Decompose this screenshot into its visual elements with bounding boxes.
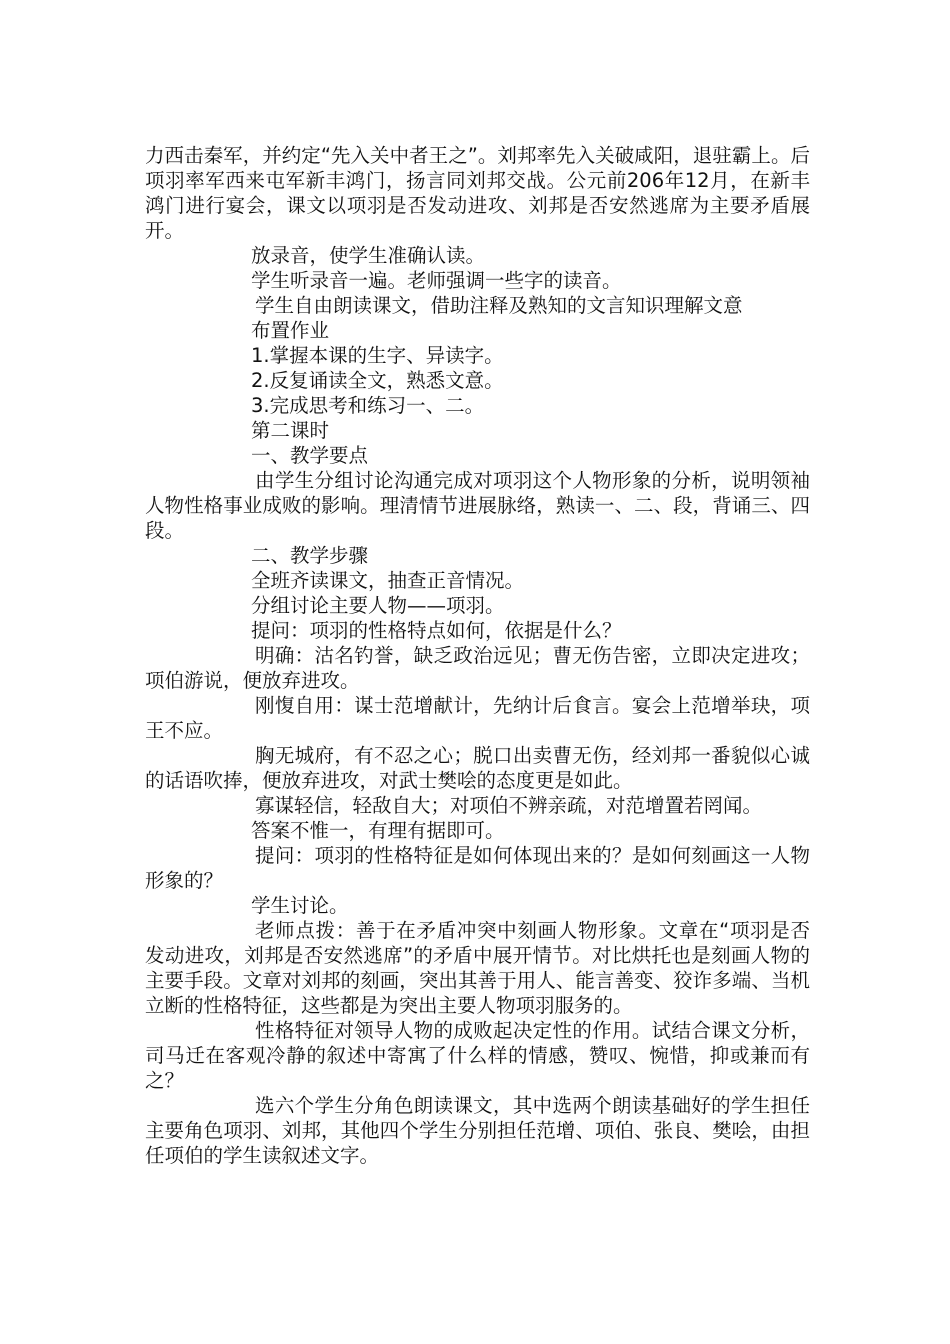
paragraph-class-reading: 全班齐读课文，抽查正音情况。 (251, 569, 525, 592)
homework-item-1: 1.掌握本课的生字、异读字。 (251, 344, 504, 367)
paragraph-student-discussion: 学生讨论。 (251, 894, 349, 917)
paragraph-answer-note: 答案不惟一，有理有据即可。 (251, 819, 505, 842)
paragraph-role-reading: 选六个学生分角色朗读课文，其中选两个朗读基础好的学生担任主要角色项羽、刘邦，其他四个学生分别担任范增、项伯、张良、樊哙，由担任项伯的学生读叙述文字。 (145, 1094, 810, 1167)
homework-item-3: 3.完成思考和练习一、二。 (251, 394, 485, 417)
heading-second-lesson: 第二课时 (251, 419, 330, 442)
paragraph-question-2: 提问：项羽的性格特征是如何体现出来的？是如何刻画这一人物形象的？ (145, 844, 810, 892)
paragraph-answer-1: 明确：沽名钓誉，缺乏政治远见；曹无伤告密，立即决定进攻；项伯游说，便放弃进攻。 (145, 644, 810, 692)
paragraph-naive: 胸无城府，有不忍之心；脱口出卖曹无伤，经刘邦一番貌似心诚的话语吹捧，便放弃进攻，对武士樊哙的态度更是如此。 (145, 744, 810, 792)
paragraph-background: 力西击秦军，并约定“先入关中者王之”。刘邦率先入关破咸阳，退驻霸上。后项羽率军西来屯军新丰鸿门，扬言同刘邦交战。公元前206年12月，在新丰鸿门进行宴会，课文以项羽是否发动进攻、刘邦是否安然逃席为主要矛盾展开。 (145, 144, 810, 242)
paragraph-character-analysis: 性格特征对领导人物的成败起决定性的作用。试结合课文分析，司马迁在客观冷静的叙述中寄寓了什么样的情感，赞叹、惋惜，抑或兼而有之？ (145, 1019, 810, 1092)
paragraph-free-reading: 学生自由朗读课文，借助注释及熟知的文言知识理解文意 (255, 294, 743, 317)
heading-teaching-steps: 二、教学步骤 (251, 544, 369, 567)
paragraph-teacher-guidance: 老师点拨：善于在矛盾冲突中刻画人物形象。文章在“项羽是否发动进攻，刘邦是否安然逃席”的矛盾中展开情节。对比烘托也是刻画人物的主要手段。文章对刘邦的刻画，突出其善于用人、能言善变、狡诈多端、当机立断的性格特征，这些都是为突出主要人物项羽服务的。 (145, 919, 810, 1017)
heading-teaching-points: 一、教学要点 (251, 444, 369, 467)
heading-homework: 布置作业 (251, 319, 330, 342)
paragraph-group-discussion: 分组讨论主要人物——项羽。 (251, 594, 505, 617)
document-body (145, 143, 810, 1168)
paragraph-stubborn: 刚愎自用：谋士范增献计，先纳计后食言。宴会上范增举玦，项王不应。 (145, 694, 810, 742)
homework-item-2: 2.反复诵读全文，熟悉文意。 (251, 369, 504, 392)
paragraph-play-recording: 放录音，使学生准确认读。 (251, 244, 486, 267)
paragraph-question-1: 提问：项羽的性格特点如何，依据是什么？ (251, 619, 622, 642)
paragraph-listen-recording: 学生听录音一遍。老师强调一些字的读音。 (251, 269, 622, 292)
paragraph-credulous: 寡谋轻信，轻敌自大；对项伯不辨亲疏，对范增置若罔闻。 (255, 794, 763, 817)
paragraph-teaching-points: 由学生分组讨论沟通完成对项羽这个人物形象的分析，说明领袖人物性格事业成败的影响。理清情节进展脉络，熟读一、二、段，背诵三、四段。 (145, 469, 810, 542)
